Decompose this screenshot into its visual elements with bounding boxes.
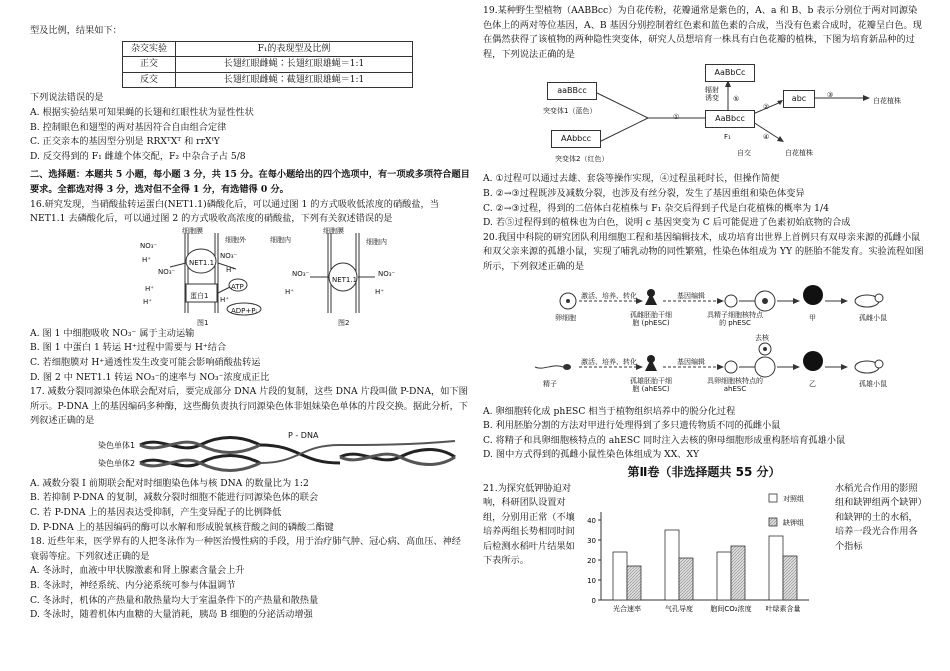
fig16-h-label: H⁺ — [285, 287, 294, 296]
q19-option-a: A. ①过程可以通过去雄、套袋等操作实现，④过程虽耗时长，但操作简便 — [483, 173, 780, 185]
table-row — [123, 57, 413, 73]
fig19-AaBbcc-box: AaBbcc — [705, 110, 755, 128]
q15-option-a: A. 根据实验结果可知果蝇的长翅和红眼性状为显性性状 — [30, 106, 254, 118]
fig20-jia-label: 甲 — [809, 313, 816, 322]
q20-stem: 20.我国中科院的研究团队利用细胞工程和基因编辑技术，成功培育出世界上首例只有双母亲来源的孤雌小鼠和双父亲来源的孤雄小鼠，实现了哺乳动物的同性繁殖，性染色体组成为 YY 的胚胎不能发育。实验流程如图所示，下列叙述正确的是 — [483, 231, 924, 272]
q16-option-d: D. 图 2 中 NET1.1 转运 NO₃⁻的速率与 NO₃⁻浓度成正比 — [30, 371, 270, 383]
fig16-protein1-label: 蛋白1 — [190, 291, 209, 300]
legend-swatch — [769, 518, 777, 526]
legend-swatch — [769, 494, 777, 502]
figure-20 — [483, 275, 925, 405]
fig17-pdna-label: P - DNA — [288, 430, 319, 440]
fig16-fig1-caption: 图1 — [197, 318, 209, 327]
q19-stem: 19.某种野生型植物（AABBcc）为自花传粉，花瓣通常是紫色的，A、a 和 B、b 表示分别位于两对同源染色体上的两对等位基因，A、B 基因分别控制着红色素和蓝色素的合成，当没有色素合成时，花瓣呈白色。现在偶然获得了该植物的两种隐性突变体，研究人员想培育一株具有白色花瓣的植株，下图为培育新品种的过程，下列说法正确的是 — [483, 5, 922, 60]
fig20-enucleate-label: 去核 — [755, 333, 769, 342]
fig16-adp-label: ADP+Pᵢ — [231, 306, 257, 315]
q17-option-a: A. 减数分裂 I 前期联会配对时细胞染色体与核 DNA 的数量比为 1:2 — [30, 477, 309, 489]
bar — [731, 546, 745, 600]
fig20-step1-label: 激活、培养、转化 — [581, 291, 637, 300]
x-tick-label: 胞间CO₂浓度 — [710, 604, 752, 612]
section2-header: 二、选择题：本题共 5 小题，每小题 3 分，共 15 分。在每小题给出的四个选项中，有一项或多项符合题目要求。全都选对得 3 分，选对但不全得 1 分，有选错得 0 分。 — [30, 169, 470, 195]
q20-option-c: C. 将精子和具卵细胞核特点的 ahESC 同时注入去核的卵母细胞形成重构胚培育孤雄小鼠 — [483, 434, 846, 446]
fig16-no3-label: NO₃⁻ — [220, 251, 238, 260]
table-cell: 长翅红眼雌蝇∶长翅红眼雄蝇＝1:1 — [176, 57, 413, 73]
fig17-chrom2-label: 染色单体2 — [98, 458, 136, 468]
bar — [665, 530, 679, 600]
bar — [769, 536, 783, 600]
fig19-selfing-label: 自交 — [737, 149, 751, 158]
fig16-h-label: H⁺ — [145, 284, 154, 293]
fig20-ahesc-label: 孤雄胚胎干细胞 (ahESC) — [630, 376, 672, 393]
bar-chart — [581, 482, 831, 612]
fig20-sperm-label: 精子 — [543, 379, 557, 388]
fig19-AAbbcc-box: AAbbcc — [551, 130, 601, 148]
left-column — [30, 0, 470, 623]
fig16-membrane-label: 细胞膜 — [182, 226, 203, 235]
fig16-atp-label: ATP — [231, 282, 244, 291]
fig16-net-label: NET1.1 — [189, 258, 215, 267]
cross-table — [122, 41, 413, 89]
fig19-step2: ② — [763, 103, 770, 112]
q19-option-c: C. ②→③过程，得到的二倍体白花植株与 F₁ 杂交后得到子代是白花植株的概率为 1/4 — [483, 202, 829, 214]
fig19-radiation-label: 辐射诱变 — [705, 86, 719, 103]
q20-option-a: A. 卵细胞转化成 phESC 相当于植物组织培养中的脱分化过程 — [483, 405, 736, 417]
table-header: 杂交实验 — [123, 41, 176, 57]
fig19-step4: ④ — [763, 133, 770, 142]
q18-option-b: B. 冬泳时，神经系统、内分泌系统可参与体温调节 — [30, 580, 236, 592]
table-header-row — [123, 41, 413, 57]
q18-option-a: A. 冬泳时，血液中甲状腺激素和肾上腺素含量会上升 — [30, 565, 245, 577]
q16-option-a: A. 图 1 中细胞吸收 NO₃⁻ 属于主动运输 — [30, 327, 195, 339]
y-tick-label: 40 — [587, 516, 596, 525]
table-cell: 长翅红眼雌蝇∶截翅红眼雄蝇＝1:1 — [176, 72, 413, 88]
q15-option-c: C. 正交亲本的基因型分别是 RRXᵀXᵀ 和 rrXᵗY — [30, 136, 220, 148]
x-tick-label: 叶绿素含量 — [765, 604, 801, 612]
x-tick-label: 光合速率 — [613, 604, 641, 612]
fig20-step1-label: 激活、培养、转化 — [581, 357, 637, 366]
fig19-aaBBcc-box: aaBBcc — [547, 82, 597, 100]
fig20-edit-label: 基因编辑 — [677, 357, 705, 366]
figure-19 — [483, 62, 925, 172]
fig20-yi-label: 乙 — [809, 379, 816, 388]
fig19-white2-label: 白花植株 — [785, 149, 813, 158]
bar — [627, 566, 641, 600]
fig20-phesc-label: 孤雌胚胎干细胞 (phESC) — [630, 310, 672, 327]
figure-17-drawing — [30, 429, 470, 477]
fig16-net-label: NET1.1 — [332, 275, 358, 284]
y-tick-label: 10 — [587, 576, 596, 585]
intro-text: 型及比例，结果如下： — [30, 25, 122, 36]
fig19-f1-label: F₁ — [724, 133, 731, 142]
q18-stem: 18. 近些年来，医学界有的人把冬泳作为一种医治慢性病的手段，用于治疗肺气肿、冠心病、高血压、神经衰弱等症。下列叙述正确的是 — [30, 536, 461, 562]
q20-option-d: D. 图中方式得到的孤雌小鼠性染色体组成为 XX、XY — [483, 449, 700, 461]
fig16-h-label: H⁺ — [220, 295, 229, 304]
table-cell: 反交 — [123, 72, 176, 88]
q19-option-b: B. ②→③过程既涉及减数分裂，也涉及有丝分裂，发生了基因重组和染色体变异 — [483, 187, 805, 199]
legend-label: 对照组 — [783, 494, 804, 503]
fig16-inside-label: 细胞内 — [366, 237, 387, 246]
fig20-female-label: 孤雌小鼠 — [859, 313, 887, 322]
y-tick-label: 0 — [591, 596, 596, 605]
fig19-mut2-label: 突变体2（红色） — [555, 155, 609, 164]
q17-stem: 17. 减数分裂同源染色体联会配对后，要完成部分 DNA 片段的复制，这些 DNA 片段叫做 P-DNA，如下图所示。P-DNA 上的基因编码多种酶，这些酶负责执行同源染色体非姐妹染色单体的片段交换。据此分析，下列叙述正确的是 — [30, 386, 468, 427]
right-column — [483, 0, 925, 612]
fig20-ahesc-out-label: 具卵细胞核特点的 ahESC — [707, 376, 763, 393]
fig16-h-label: H⁺ — [226, 265, 235, 274]
fig19-step3: ③ — [827, 91, 834, 100]
bar — [717, 552, 731, 600]
y-tick-label: 20 — [587, 556, 596, 565]
figure-16 — [30, 227, 470, 327]
legend-label: 缺钾组 — [783, 518, 804, 527]
q21-text: 21.为探究低钾胁迫对响，科研团队设置对组，分别用正常（不壤培养两组长势相同时间后检测水稻叶片结果如下表所示。 — [483, 482, 575, 567]
section-ii-title: 第Ⅱ卷（非选择题共 55 分） — [627, 464, 781, 479]
q18-option-d: D. 冬泳时，随着机体内血糖的大量消耗，胰岛 B 细胞的分泌活动增强 — [30, 609, 313, 621]
x-tick-label: 气孔导度 — [665, 604, 693, 612]
bar — [783, 556, 797, 600]
fig16-membrane-label: 细胞膜 — [323, 226, 344, 235]
q15-option-b: B. 控制眼色和翅型的两对基因符合自由组合定律 — [30, 121, 227, 133]
fig16-inside-label: 细胞内 — [270, 235, 291, 244]
fig20-male-label: 孤雄小鼠 — [859, 379, 887, 388]
fig20-edit-label: 基因编辑 — [677, 291, 705, 300]
fig19-white1-label: 白花植株 — [873, 97, 901, 106]
q20-option-b: B. 利用胚胎分割的方法对甲进行处理得到了多只遗传物质不同的孤雌小鼠 — [483, 420, 781, 432]
fig16-h-label: H⁺ — [142, 255, 151, 264]
q16-option-c: C. 若细胞膜对 H⁺通透性发生改变可能会影响硝酸盐转运 — [30, 356, 261, 368]
fig16-no3-label: NO₃⁻ — [292, 269, 310, 278]
fig16-h-label: H⁺ — [375, 287, 384, 296]
q17-option-c: C. 若 P-DNA 上的基因表达受抑制，产生变异配子的比例降低 — [30, 507, 282, 519]
q21-block — [483, 482, 925, 612]
fig17-chrom1-label: 染色单体1 — [98, 440, 136, 450]
table-header: F₁的表现型及比例 — [176, 41, 413, 57]
table-row — [123, 72, 413, 88]
figure-17 — [30, 429, 470, 477]
fig19-abc-box: abc — [783, 90, 815, 108]
fig16-no3-label: NO₃⁻ — [378, 269, 396, 278]
fig19-mut1-label: 突变体1（蓝色） — [543, 107, 597, 116]
q16-stem: 16.研究发现，当硝酸盐转运蛋白(NET1.1)磷酸化后，可以通过图 1 的方式吸收低浓度的硝酸盐，当 NET1.1 去磷酸化后，可以通过图 2 的方式吸收高浓度的硝酸盐，下列有关叙述错误的是 — [30, 198, 439, 225]
fig16-fig2-caption: 图2 — [338, 318, 350, 327]
q16-option-b: B. 图 1 中蛋白 1 转运 H⁺过程中需要与 H⁺结合 — [30, 342, 227, 354]
fig16-outside-label: 细胞外 — [225, 235, 246, 244]
fig19-step5: ⑤ — [733, 95, 740, 104]
fig16-no3-label: NO₃⁻ — [140, 241, 158, 250]
bar — [613, 552, 627, 600]
fig16-no3-label: NO₃⁻ — [158, 267, 176, 276]
q19-option-d: D. 若⑤过程得到的植株也为白色，说明 c 基因突变为 C 后可能促进了色素初始底物的合成 — [483, 217, 851, 229]
q15-stem: 下列说法错误的是 — [30, 92, 104, 104]
table-cell: 正交 — [123, 57, 176, 73]
q18-option-c: C. 冬泳时，机体的产热量和散热量均大于室温条件下的产热量和散热量 — [30, 594, 319, 606]
fig19-step1: ① — [673, 113, 680, 122]
q15-option-d: D. 反交得到的 F₁ 雌雄个体交配，F₂ 中杂合子占 5/8 — [30, 150, 246, 162]
fig19-AaBbCc-box: AaBbCc — [705, 64, 755, 82]
q17-option-b: B. 若抑制 P-DNA 的复制，减数分裂时细胞不能进行同源染色体的联会 — [30, 492, 319, 504]
y-tick-label: 30 — [587, 536, 596, 545]
fig20-egg-label: 卵细胞 — [555, 313, 576, 322]
fig16-h-label: H⁺ — [143, 297, 152, 306]
q21-right-text: 水稻光合作用的影照组和缺钾组两个缺钾）和缺钾的土的水稻，培养一段光合作用各个指标 — [835, 482, 923, 552]
q17-option-d: D. P-DNA 上的基因编码的酶可以水解和形成脱氧核苷酸之间的磷酸二酯键 — [30, 521, 334, 533]
bar — [679, 558, 693, 600]
fig20-phesc-out-label: 具精子细胞核特点的 phESC — [707, 310, 763, 327]
